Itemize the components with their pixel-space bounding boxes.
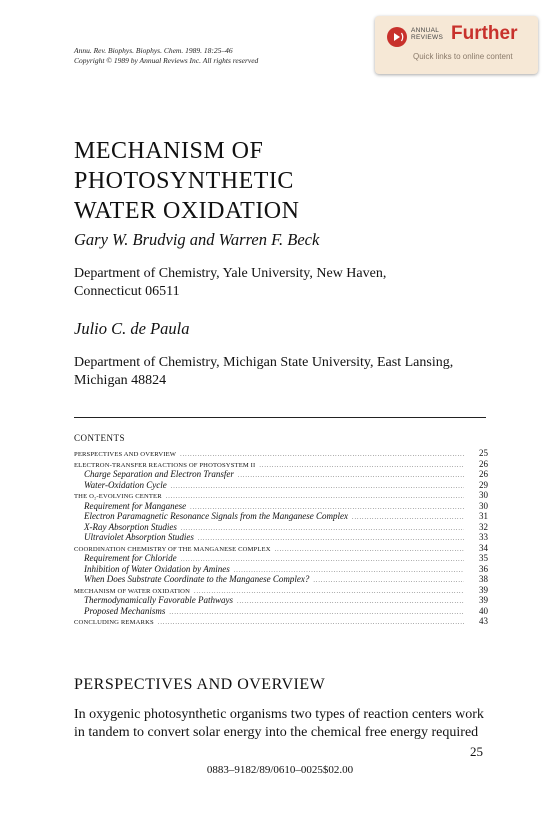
toc-dot-leader [171, 482, 464, 491]
reviews-label: REVIEWS [411, 34, 444, 41]
toc-subsection-entry[interactable] [74, 469, 488, 480]
toc-entry-page: 25 [479, 448, 488, 458]
toc-entry-title: Requirement for Chloride [84, 553, 177, 563]
toc-entry-title: X-Ray Absorption Studies [84, 521, 177, 532]
annual-label: ANNUAL [411, 27, 440, 34]
toc-dot-leader [190, 503, 464, 512]
toc-subsection-entry[interactable] [74, 595, 488, 606]
toc-dot-leader [198, 534, 464, 543]
toc-subsection-entry[interactable] [74, 606, 488, 617]
affiliation-yale [74, 265, 386, 301]
toc-entry-title: When Does Substrate Coordinate to the Manganese Complex? [84, 574, 310, 584]
toc-entry-page: 30 [479, 490, 488, 500]
toc-dot-leader [181, 524, 464, 533]
toc-entry-page: 38 [479, 574, 488, 584]
toc-entry-page: 31 [479, 511, 488, 521]
toc-entry-title: Inhibition of Water Oxidation by Amines [84, 563, 230, 574]
toc-dot-leader [259, 461, 464, 470]
affiliation-line: Connecticut 06511 [74, 284, 180, 299]
toc-dot-leader [181, 555, 464, 564]
toc-section-entry[interactable] [74, 543, 488, 554]
toc-entry-title: Thermodynamically Favorable Pathways [84, 595, 233, 605]
toc-entry-title: PERSPECTIVES AND OVERVIEW [74, 451, 177, 458]
authors-primary: Gary W. Brudvig and Warren F. Beck [74, 230, 320, 249]
toc-subsection-entry[interactable] [74, 574, 488, 585]
toc-entry-title: Water-Oxidation Cycle [84, 479, 167, 490]
toc-entry-title: Proposed Mechanisms [84, 605, 166, 616]
divider-rule [74, 417, 486, 418]
toc-dot-leader [237, 597, 464, 606]
toc-subsection-entry[interactable] [74, 522, 488, 533]
toc-entry-page: 30 [479, 500, 488, 511]
toc-entry-page: 39 [479, 584, 488, 595]
toc-dot-leader [275, 545, 464, 554]
further-label: Further [451, 23, 518, 44]
toc-dot-leader [313, 576, 464, 585]
title-line: WATER OXIDATION [74, 198, 300, 224]
toc-entry-title: Charge Separation and Electron Transfer [84, 469, 234, 479]
contents-heading: CONTENTS [74, 433, 125, 443]
body-paragraph: In oxygenic photosynthetic organisms two types of reaction centers work in tandem to convert solar energy into the chemical free energy required [74, 707, 484, 740]
toc-entry-page: 26 [479, 469, 488, 479]
further-subtitle: Quick links to online content [413, 52, 513, 61]
title-line: PHOTOSYNTHETIC [74, 168, 294, 194]
toc-entry-page: 36 [479, 563, 488, 574]
journal-citation [74, 46, 258, 66]
toc-dot-leader [352, 513, 464, 522]
title-line: MECHANISM OF [74, 138, 264, 164]
toc-section-entry[interactable] [74, 490, 488, 501]
toc-dot-leader [158, 618, 464, 627]
toc-entry-page: 26 [479, 458, 488, 469]
affiliation-michigan [74, 354, 453, 390]
toc-subsection-entry[interactable] [74, 564, 488, 575]
toc-dot-leader [166, 492, 464, 501]
toc-dot-leader [180, 450, 464, 459]
affiliation-line: Department of Chemistry, Michigan State University, East Lansing, [74, 355, 454, 370]
toc-entry-page: 33 [479, 532, 488, 542]
affiliation-line: Michigan 48824 [74, 373, 167, 388]
toc-entry-page: 40 [479, 605, 488, 616]
table-of-contents [74, 448, 488, 627]
toc-entry-title: THE O₂-EVOLVING CENTER [74, 493, 162, 500]
toc-entry-page: 43 [479, 616, 488, 626]
toc-dot-leader [194, 587, 464, 596]
page-number: 25 [470, 744, 483, 759]
toc-entry-title: MECHANISM OF WATER OXIDATION [74, 587, 190, 595]
toc-dot-leader [234, 566, 464, 575]
toc-section-entry[interactable] [74, 448, 488, 459]
toc-entry-title: ELECTRON-TRANSFER REACTIONS OF PHOTOSYSTEM II [74, 461, 256, 469]
toc-entry-title: Requirement for Manganese [84, 500, 187, 511]
toc-entry-page: 32 [479, 521, 488, 532]
toc-entry-title: COORDINATION CHEMISTRY OF THE MANGANESE COMPLEX [74, 545, 271, 553]
toc-section-entry[interactable] [74, 585, 488, 596]
toc-subsection-entry[interactable] [74, 553, 488, 564]
toc-dot-leader [238, 471, 464, 480]
section-heading: PERSPECTIVES AND OVERVIEW [74, 676, 326, 693]
copyright-line: Copyright © 1989 by Annual Reviews Inc. All rights reserved [74, 56, 259, 65]
annual-reviews-logo-icon [387, 27, 407, 47]
toc-subsection-entry[interactable] [74, 532, 488, 543]
toc-section-entry[interactable] [74, 459, 488, 470]
authors-secondary: Julio C. de Paula [74, 319, 190, 338]
affiliation-line: Department of Chemistry, Yale University, New Haven, [74, 266, 387, 281]
toc-subsection-entry[interactable] [74, 511, 488, 522]
article-code: 0883–9182/89/0610–0025$02.00 [206, 764, 354, 776]
toc-entry-title: CONCLUDING REMARKS [74, 619, 154, 626]
toc-dot-leader [169, 608, 464, 617]
toc-entry-page: 35 [479, 553, 488, 563]
toc-subsection-entry[interactable] [74, 501, 488, 512]
article-title [74, 136, 299, 226]
toc-entry-title: Ultraviolet Absorption Studies [84, 532, 194, 542]
toc-entry-title: Electron Paramagnetic Resonance Signals from the Manganese Complex [84, 511, 349, 521]
annual-reviews-further-badge[interactable] [375, 16, 538, 74]
toc-entry-page: 39 [479, 595, 488, 605]
toc-entry-page: 29 [479, 479, 488, 490]
toc-subsection-entry[interactable] [74, 480, 488, 491]
journal-citation-line: Annu. Rev. Biophys. Biophys. Chem. 1989. 18:25–46 [74, 46, 233, 55]
toc-section-entry[interactable] [74, 616, 488, 627]
toc-entry-page: 34 [479, 542, 488, 553]
annual-reviews-wordmark [411, 27, 443, 41]
